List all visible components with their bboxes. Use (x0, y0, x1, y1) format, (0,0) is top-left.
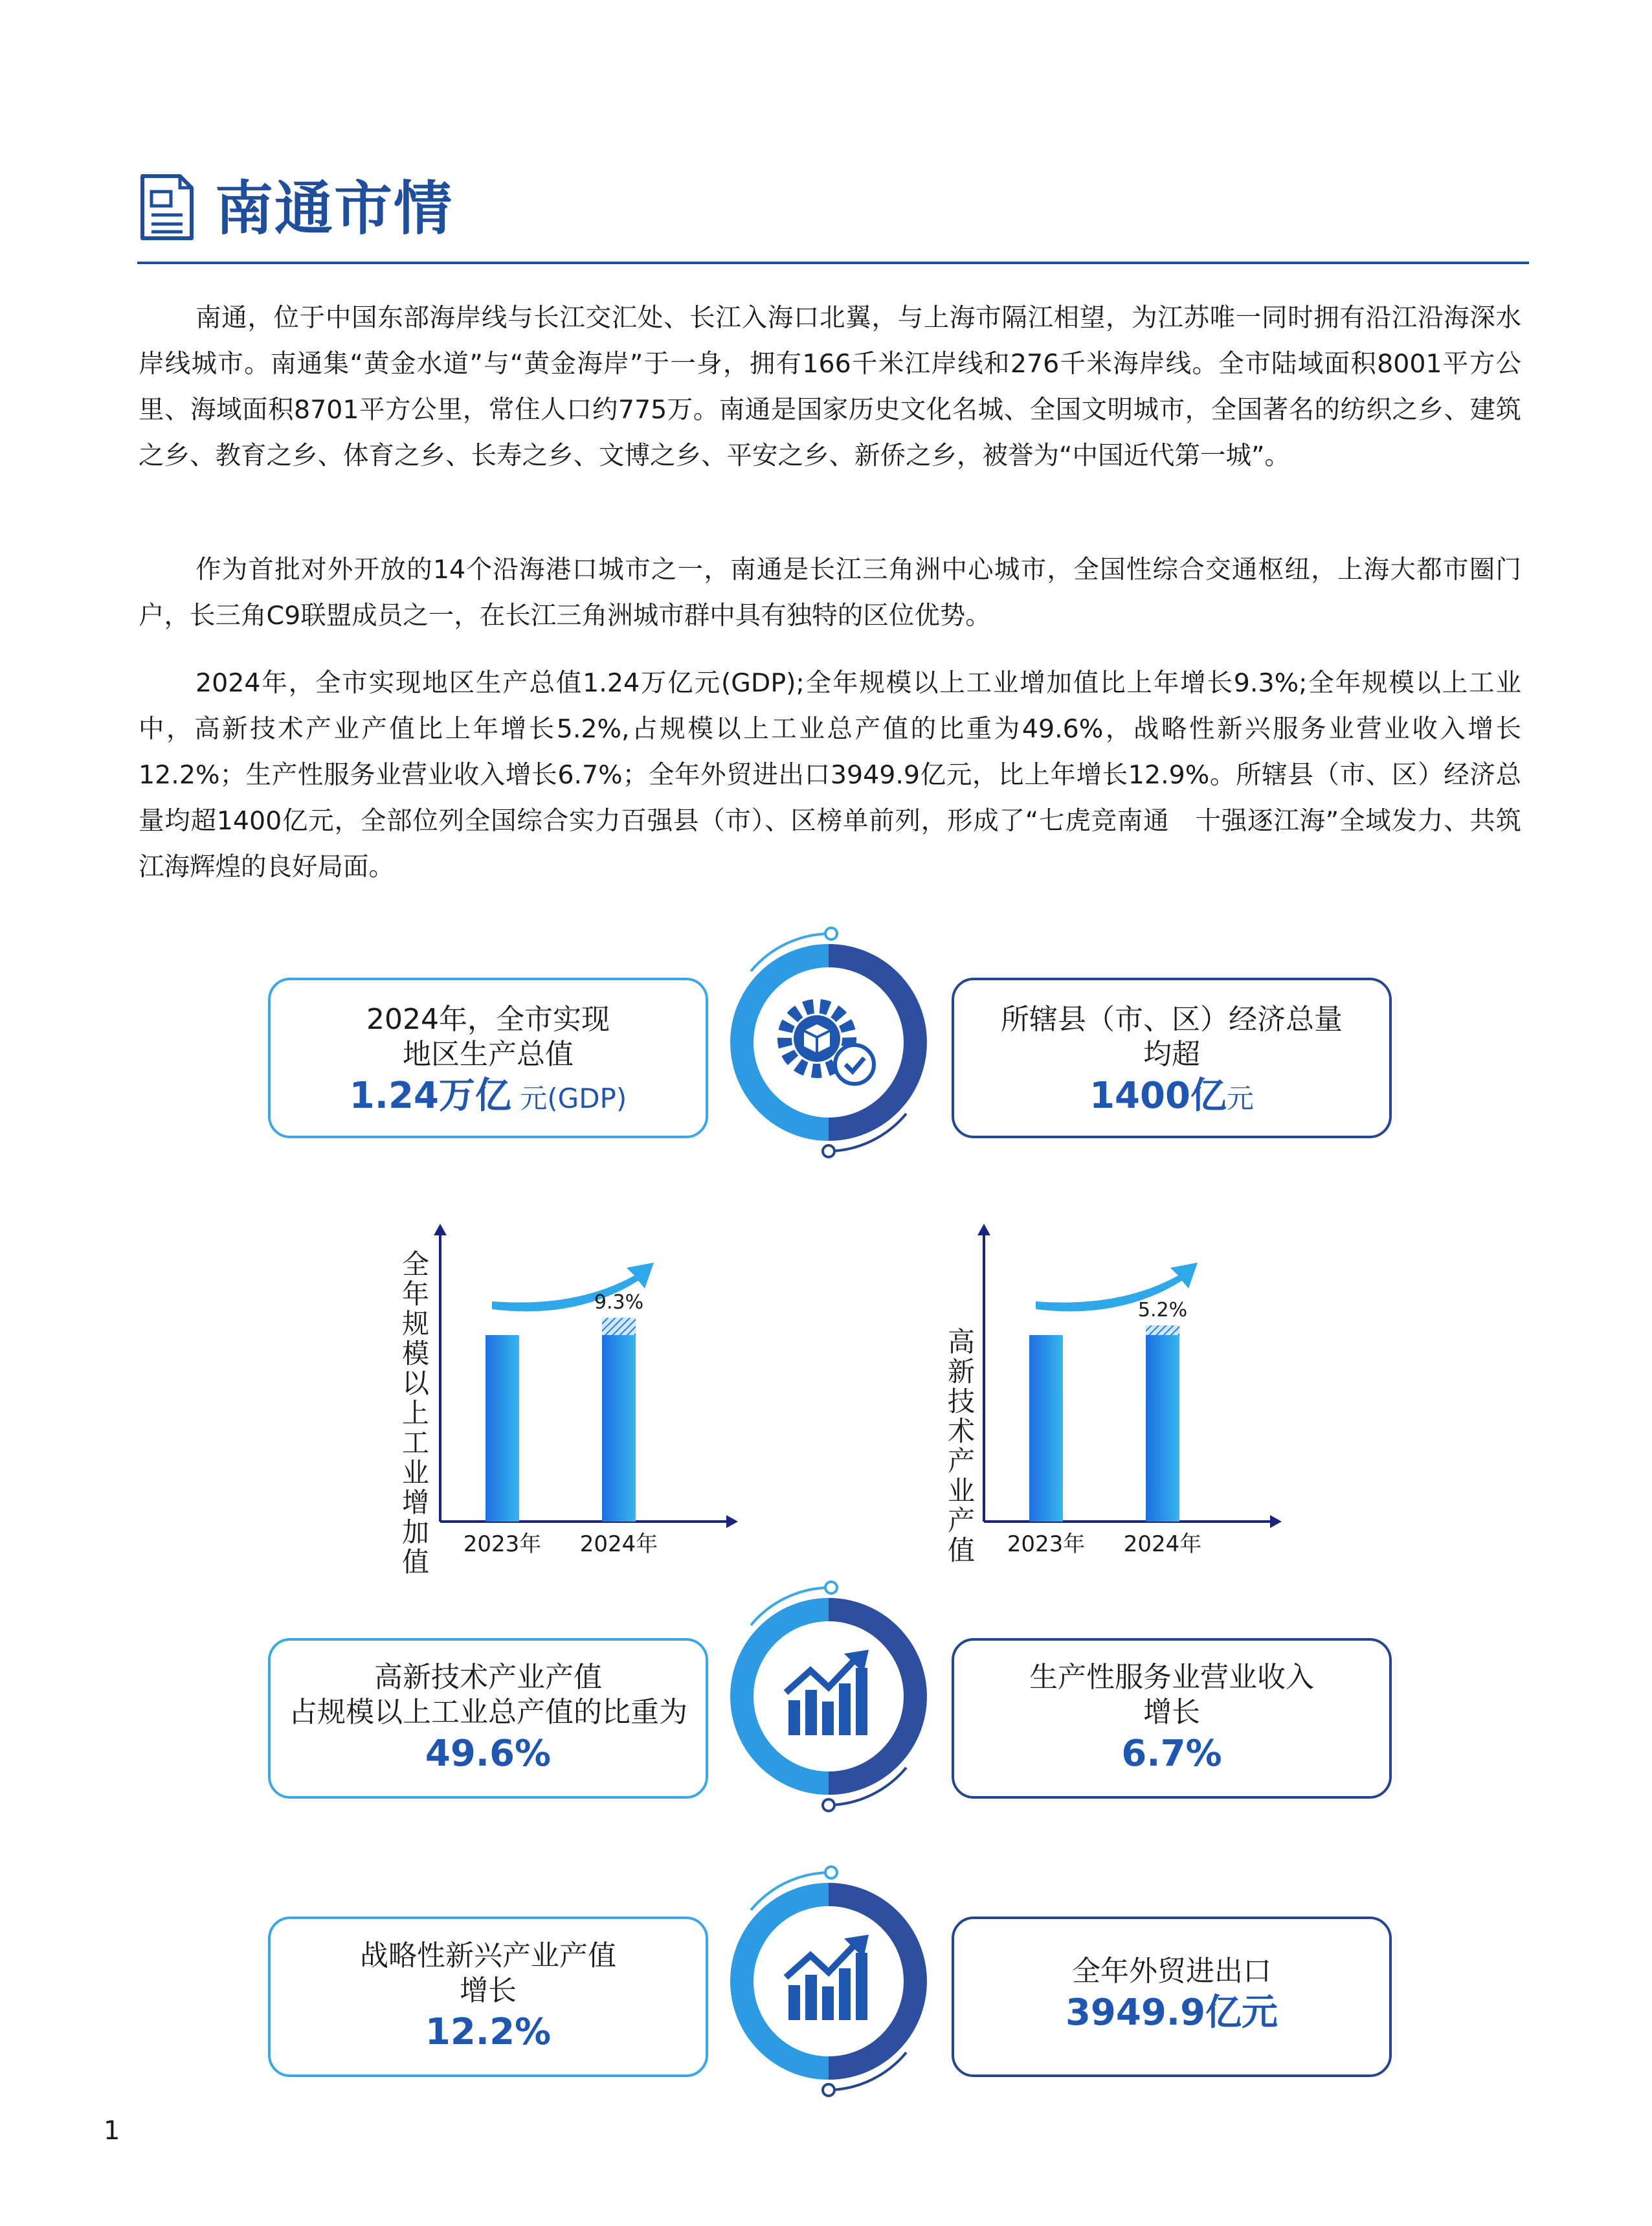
gdp-card (268, 978, 708, 1138)
x-tick-label: 2024年 (1123, 1531, 1202, 1557)
strategic-line1: 战略性新兴产业产值 (360, 1939, 616, 1972)
industry-chart-ylabel: 全年规模以上工业增加值 (401, 1248, 429, 1578)
producer-service-line1: 生产性服务业营业收入 (1029, 1661, 1314, 1694)
bar-0 (486, 1335, 519, 1522)
county-card (952, 978, 1392, 1138)
bar-1 (1146, 1335, 1179, 1522)
x-tick-label: 2023年 (463, 1531, 542, 1557)
hightech-share-line1: 高新技术产业产值 (374, 1661, 602, 1694)
hightech-share-line2: 占规模以上工业总产值的比重为 (289, 1696, 687, 1729)
trade-value: 3949.9亿元 (1065, 1992, 1278, 2034)
growth-label: 5.2% (1137, 1299, 1188, 1322)
producer-service-line2: 增长 (1143, 1696, 1200, 1729)
trade-line1: 全年外贸进出口 (1072, 1955, 1271, 1988)
gdp-line1: 2024年，全市实现 (366, 1003, 610, 1036)
y-axis-arrow (434, 1224, 447, 1235)
hightech-share-value: 49.6% (425, 1733, 552, 1775)
document-icon (139, 174, 194, 241)
page-title: 南通市情 (215, 174, 453, 243)
title-divider (137, 262, 1529, 264)
strategic-card (268, 1917, 708, 2077)
economy-paragraph: 2024年，全市实现地区生产总值1.24万亿元(GDP);全年规模以上工业增加值比上年增长9.3%;全年规模以上工业中，高新技术产业产值比上年增长5.2%,占规模以上工业总产值的比重为49.6%，战略性新兴服务业营业收入增长12.2%；生产性服务业营业收入增长6.7%；全年外贸进出口3949.9亿元，比上年增长12.9%。所辖县（市、区）经济总量均超1400亿元，全部位列全国综合实力百强县（市）、区榜单前列，形成了“七虎竞南通 十强逐江海”全域发力、共筑江海辉煌的良好局面。 (139, 668, 1521, 882)
x-axis-arrow (1270, 1515, 1282, 1528)
producer-service-card (952, 1638, 1392, 1799)
growth-ring-1 (712, 1580, 945, 1813)
strategic-value: 12.2% (425, 2011, 552, 2053)
hightech-chart-ylabel: 高新技术产业产值 (947, 1326, 975, 1566)
gdp-value: 1.24万亿 (349, 1075, 511, 1117)
hightech-share-card (268, 1638, 708, 1799)
x-tick-label: 2024年 (579, 1531, 658, 1557)
county-line1: 所辖县（市、区）经济总量 (1001, 1003, 1343, 1036)
x-tick-label: 2023年 (1007, 1531, 1086, 1557)
gear-ring (712, 926, 945, 1159)
gdp-unit: 元(GDP) (511, 1083, 627, 1114)
growth-label: 9.3% (594, 1291, 644, 1314)
county-line2: 均超 (1143, 1038, 1200, 1071)
bar-0 (1029, 1335, 1063, 1522)
bar-increment-1 (602, 1318, 636, 1335)
page-number: 1 (104, 2116, 120, 2146)
county-unit: 元 (1226, 1083, 1254, 1114)
strategic-line2: 增长 (460, 1974, 517, 2007)
gdp-line2: 地区生产总值 (403, 1038, 574, 1071)
bar-increment-1 (1146, 1325, 1179, 1335)
location-paragraph: 作为首批对外开放的14个沿海港口城市之一，南通是长江三角洲中心城市，全国性综合交通枢纽，上海大都市圈门户，长三角C9联盟成员之一，在长江三角洲城市群中具有独特的区位优势。 (139, 555, 1521, 631)
bar-1 (602, 1335, 636, 1522)
x-axis-arrow (726, 1515, 738, 1528)
trade-card (952, 1917, 1392, 2077)
y-axis-arrow (977, 1224, 990, 1235)
growth-ring-2 (712, 1865, 945, 2098)
intro-paragraph: 南通，位于中国东部海岸线与长江交汇处、长江入海口北翼，与上海市隔江相望，为江苏唯一同时拥有沿江沿海深水岸线城市。南通集“黄金水道”与“黄金海岸”于一身，拥有166千米江岸线和276千米海岸线。全市陆域面积8001平方公里、海域面积8701平方公里，常住人口约775万。南通是国家历史文化名城、全国文明城市，全国著名的纺织之乡、建筑之乡、教育之乡、体育之乡、长寿之乡、文博之乡、平安之乡、新侨之乡，被誉为“中国近代第一城”。 (139, 303, 1521, 471)
county-value: 1400亿 (1089, 1075, 1227, 1117)
producer-service-value: 6.7% (1121, 1733, 1222, 1775)
